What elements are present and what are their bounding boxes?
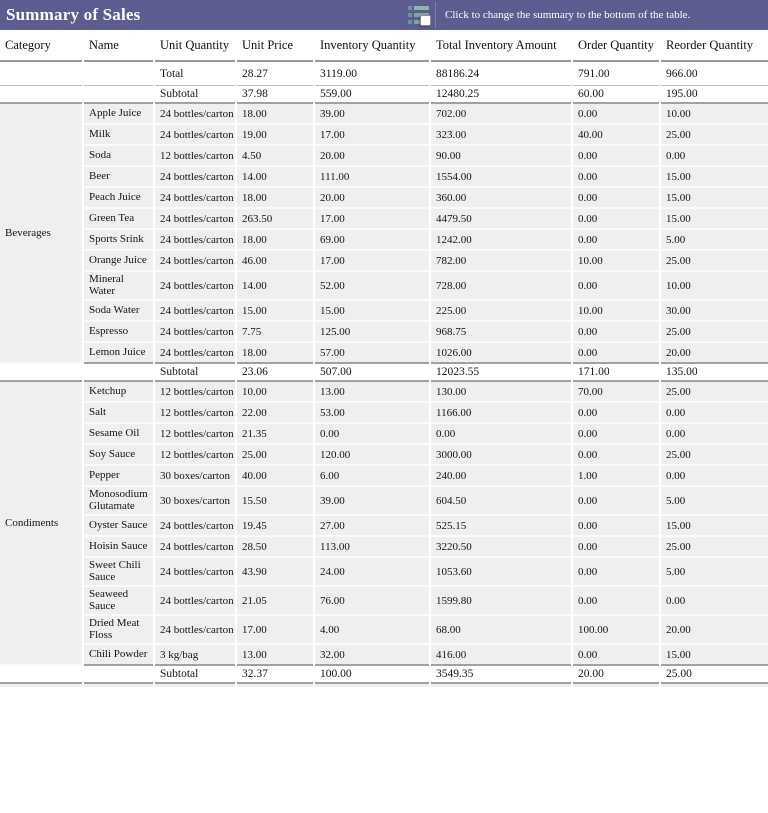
item-reorder-quantity: 0.00 (661, 146, 768, 167)
subtotal-value: 559.00 (315, 86, 429, 104)
item-reorder-quantity: 15.00 (661, 167, 768, 188)
item-unit-quantity: 24 bottles/carton (155, 104, 235, 125)
item-row (0, 209, 768, 230)
item-order-quantity: 1.00 (573, 466, 659, 487)
column-header-row (0, 30, 768, 62)
item-unit-price: 19.00 (237, 125, 313, 146)
item-row (0, 516, 768, 537)
item-row (0, 382, 768, 403)
item-inventory-quantity: 76.00 (315, 587, 429, 616)
icon-bar (414, 6, 429, 10)
item-inventory-quantity: 120.00 (315, 445, 429, 466)
item-name: Hoisin Sauce (84, 537, 153, 558)
item-name: Oyster Sauce (84, 516, 153, 537)
item-reorder-quantity: 5.00 (661, 487, 768, 516)
item-unit-price: 25.00 (237, 445, 313, 466)
item-unit-quantity: 24 bottles/carton (155, 167, 235, 188)
item-inventory-quantity: 52.00 (315, 272, 429, 301)
item-name: Milk (84, 125, 153, 146)
item-unit-quantity: 24 bottles/carton (155, 272, 235, 301)
total-value: 28.27 (237, 62, 313, 86)
partial-cell (315, 684, 429, 687)
item-unit-quantity: 24 bottles/carton (155, 322, 235, 343)
item-row (0, 188, 768, 209)
item-unit-quantity: 12 bottles/carton (155, 403, 235, 424)
empty-name-cell (84, 364, 153, 382)
title-bar (0, 0, 768, 30)
item-unit-quantity: 24 bottles/carton (155, 251, 235, 272)
item-inventory-quantity: 39.00 (315, 487, 429, 516)
item-total-inventory-amount: 728.00 (431, 272, 571, 301)
item-total-inventory-amount: 1242.00 (431, 230, 571, 251)
item-inventory-quantity: 57.00 (315, 343, 429, 364)
icon-dot (408, 20, 412, 24)
item-order-quantity: 0.00 (573, 403, 659, 424)
subtotal-value: 25.00 (661, 666, 768, 684)
item-name: Dried Meat Floss (84, 616, 153, 645)
subtotal-label: Subtotal (155, 86, 235, 104)
item-row (0, 343, 768, 364)
item-total-inventory-amount: 1554.00 (431, 167, 571, 188)
item-reorder-quantity: 15.00 (661, 645, 768, 666)
column-header-unit-quantity: Unit Quantity (155, 30, 235, 62)
item-row (0, 645, 768, 666)
subtotal-value: 12023.55 (431, 364, 571, 382)
subtotal-value: 3549.35 (431, 666, 571, 684)
item-inventory-quantity: 53.00 (315, 403, 429, 424)
item-reorder-quantity: 25.00 (661, 322, 768, 343)
subtotal-value: 32.37 (237, 666, 313, 684)
item-name: Orange Juice (84, 251, 153, 272)
item-total-inventory-amount: 323.00 (431, 125, 571, 146)
item-order-quantity: 10.00 (573, 301, 659, 322)
item-unit-quantity: 24 bottles/carton (155, 616, 235, 645)
item-total-inventory-amount: 702.00 (431, 104, 571, 125)
item-name: Espresso (84, 322, 153, 343)
item-order-quantity: 0.00 (573, 445, 659, 466)
item-name: Soda (84, 146, 153, 167)
item-unit-price: 40.00 (237, 466, 313, 487)
item-row (0, 167, 768, 188)
item-total-inventory-amount: 604.50 (431, 487, 571, 516)
partial-cell (0, 684, 82, 687)
item-row (0, 125, 768, 146)
item-reorder-quantity: 0.00 (661, 424, 768, 445)
item-unit-price: 14.00 (237, 272, 313, 301)
subtotal-value: 37.98 (237, 86, 313, 104)
column-header-order-quantity: Order Quantity (573, 30, 659, 62)
item-reorder-quantity: 15.00 (661, 516, 768, 537)
item-order-quantity: 0.00 (573, 587, 659, 616)
item-unit-quantity: 30 boxes/carton (155, 487, 235, 516)
item-inventory-quantity: 32.00 (315, 645, 429, 666)
item-inventory-quantity: 24.00 (315, 558, 429, 587)
item-unit-price: 15.00 (237, 301, 313, 322)
item-inventory-quantity: 0.00 (315, 424, 429, 445)
item-unit-price: 13.00 (237, 645, 313, 666)
item-name: Sports Srink (84, 230, 153, 251)
empty-name-cell (84, 666, 153, 684)
item-row (0, 104, 768, 125)
item-row (0, 146, 768, 167)
item-order-quantity: 10.00 (573, 251, 659, 272)
item-inventory-quantity: 113.00 (315, 537, 429, 558)
subtotal-label: Subtotal (155, 364, 235, 382)
item-reorder-quantity: 25.00 (661, 251, 768, 272)
item-inventory-quantity: 20.00 (315, 146, 429, 167)
item-inventory-quantity: 6.00 (315, 466, 429, 487)
item-unit-price: 46.00 (237, 251, 313, 272)
total-value: 791.00 (573, 62, 659, 86)
item-unit-price: 22.00 (237, 403, 313, 424)
item-order-quantity: 0.00 (573, 558, 659, 587)
column-header-reorder-quantity: Reorder Quantity (661, 30, 768, 62)
subtotal-value: 60.00 (573, 86, 659, 104)
item-name: Peach Juice (84, 188, 153, 209)
column-header-unit-price: Unit Price (237, 30, 313, 62)
item-unit-quantity: 24 bottles/carton (155, 537, 235, 558)
item-reorder-quantity: 30.00 (661, 301, 768, 322)
item-name: Mineral Water (84, 272, 153, 301)
item-inventory-quantity: 17.00 (315, 209, 429, 230)
item-reorder-quantity: 25.00 (661, 445, 768, 466)
item-total-inventory-amount: 4479.50 (431, 209, 571, 230)
partial-cell (573, 684, 659, 687)
item-name: Monosodium Glutamate (84, 487, 153, 516)
item-unit-quantity: 24 bottles/carton (155, 125, 235, 146)
item-row (0, 322, 768, 343)
summary-position-note: Click to change the summary to the bottom of the table. (445, 9, 691, 21)
item-name: Ketchup (84, 382, 153, 403)
item-unit-price: 28.50 (237, 537, 313, 558)
page-title: Summary of Sales (6, 5, 141, 24)
subtotal-value: 20.00 (573, 666, 659, 684)
item-name: Soy Sauce (84, 445, 153, 466)
item-unit-price: 10.00 (237, 382, 313, 403)
item-order-quantity: 0.00 (573, 230, 659, 251)
empty-category-cell (0, 364, 82, 382)
item-order-quantity: 0.00 (573, 343, 659, 364)
item-reorder-quantity: 25.00 (661, 382, 768, 403)
item-total-inventory-amount: 782.00 (431, 251, 571, 272)
item-total-inventory-amount: 240.00 (431, 466, 571, 487)
item-reorder-quantity: 10.00 (661, 104, 768, 125)
item-inventory-quantity: 17.00 (315, 251, 429, 272)
item-unit-quantity: 24 bottles/carton (155, 587, 235, 616)
total-value: 3119.00 (315, 62, 429, 86)
item-unit-price: 21.35 (237, 424, 313, 445)
item-reorder-quantity: 0.00 (661, 587, 768, 616)
item-order-quantity: 0.00 (573, 645, 659, 666)
icon-dot (408, 13, 412, 17)
item-unit-quantity: 24 bottles/carton (155, 558, 235, 587)
item-unit-quantity: 12 bottles/carton (155, 424, 235, 445)
item-inventory-quantity: 17.00 (315, 125, 429, 146)
item-total-inventory-amount: 416.00 (431, 645, 571, 666)
item-order-quantity: 0.00 (573, 272, 659, 301)
column-header-category: Category (0, 30, 82, 62)
item-row (0, 487, 768, 516)
total-label: Total (155, 62, 235, 86)
item-unit-quantity: 24 bottles/carton (155, 230, 235, 251)
summary-position-control[interactable] (406, 0, 690, 30)
item-total-inventory-amount: 130.00 (431, 382, 571, 403)
item-inventory-quantity: 125.00 (315, 322, 429, 343)
item-name: Chili Powder (84, 645, 153, 666)
item-order-quantity: 0.00 (573, 188, 659, 209)
item-unit-quantity: 12 bottles/carton (155, 382, 235, 403)
item-name: Seaweed Sauce (84, 587, 153, 616)
subtotal-value: 23.06 (237, 364, 313, 382)
item-total-inventory-amount: 1026.00 (431, 343, 571, 364)
item-unit-quantity: 12 bottles/carton (155, 146, 235, 167)
item-total-inventory-amount: 90.00 (431, 146, 571, 167)
item-total-inventory-amount: 3000.00 (431, 445, 571, 466)
item-unit-price: 21.05 (237, 587, 313, 616)
partial-cell (84, 684, 153, 687)
subtotal-row (0, 86, 768, 104)
item-row (0, 445, 768, 466)
report-table (0, 30, 768, 687)
item-unit-price: 18.00 (237, 188, 313, 209)
item-inventory-quantity: 39.00 (315, 104, 429, 125)
header-divider (435, 2, 436, 28)
partial-next-row (0, 684, 768, 687)
item-name: Lemon Juice (84, 343, 153, 364)
item-reorder-quantity: 25.00 (661, 537, 768, 558)
item-name: Apple Juice (84, 104, 153, 125)
item-name: Pepper (84, 466, 153, 487)
item-row (0, 301, 768, 322)
item-order-quantity: 70.00 (573, 382, 659, 403)
subtotal-row (0, 666, 768, 684)
item-reorder-quantity: 15.00 (661, 188, 768, 209)
item-order-quantity: 0.00 (573, 537, 659, 558)
item-reorder-quantity: 0.00 (661, 403, 768, 424)
item-name: Soda Water (84, 301, 153, 322)
item-unit-price: 43.90 (237, 558, 313, 587)
item-unit-quantity: 30 boxes/carton (155, 466, 235, 487)
item-name: Green Tea (84, 209, 153, 230)
subtotal-label: Subtotal (155, 666, 235, 684)
item-row (0, 424, 768, 445)
partial-cell (155, 684, 235, 687)
item-reorder-quantity: 20.00 (661, 616, 768, 645)
item-unit-price: 263.50 (237, 209, 313, 230)
subtotal-value: 100.00 (315, 666, 429, 684)
total-row (0, 62, 768, 86)
item-order-quantity: 40.00 (573, 125, 659, 146)
item-inventory-quantity: 69.00 (315, 230, 429, 251)
item-reorder-quantity: 25.00 (661, 125, 768, 146)
item-name: Beer (84, 167, 153, 188)
item-inventory-quantity: 15.00 (315, 301, 429, 322)
item-row (0, 616, 768, 645)
item-inventory-quantity: 13.00 (315, 382, 429, 403)
item-order-quantity: 0.00 (573, 487, 659, 516)
item-total-inventory-amount: 68.00 (431, 616, 571, 645)
item-order-quantity: 0.00 (573, 167, 659, 188)
item-reorder-quantity: 15.00 (661, 209, 768, 230)
item-row (0, 558, 768, 587)
item-reorder-quantity: 10.00 (661, 272, 768, 301)
item-row (0, 537, 768, 558)
category-cell: Beverages (0, 104, 82, 364)
item-total-inventory-amount: 225.00 (431, 301, 571, 322)
item-total-inventory-amount: 3220.50 (431, 537, 571, 558)
item-total-inventory-amount: 0.00 (431, 424, 571, 445)
item-row (0, 230, 768, 251)
empty-category-cell (0, 62, 82, 86)
cursor-icon (420, 15, 431, 26)
partial-cell (661, 684, 768, 687)
partial-cell (431, 684, 571, 687)
item-order-quantity: 0.00 (573, 516, 659, 537)
item-name: Sesame Oil (84, 424, 153, 445)
item-unit-quantity: 24 bottles/carton (155, 516, 235, 537)
item-row (0, 251, 768, 272)
item-total-inventory-amount: 525.15 (431, 516, 571, 537)
subtotal-value: 507.00 (315, 364, 429, 382)
summary-position-icon[interactable] (406, 3, 432, 27)
item-unit-price: 19.45 (237, 516, 313, 537)
empty-category-cell (0, 666, 82, 684)
column-header-inventory-quantity: Inventory Quantity (315, 30, 429, 62)
empty-name-cell (84, 86, 153, 104)
subtotal-value: 195.00 (661, 86, 768, 104)
item-order-quantity: 0.00 (573, 209, 659, 230)
item-unit-quantity: 3 kg/bag (155, 645, 235, 666)
subtotal-row (0, 364, 768, 382)
item-order-quantity: 100.00 (573, 616, 659, 645)
category-cell: Condiments (0, 382, 82, 666)
item-unit-price: 18.00 (237, 104, 313, 125)
item-reorder-quantity: 20.00 (661, 343, 768, 364)
table-body (0, 62, 768, 687)
item-unit-price: 4.50 (237, 146, 313, 167)
item-inventory-quantity: 111.00 (315, 167, 429, 188)
item-total-inventory-amount: 1053.60 (431, 558, 571, 587)
item-row (0, 272, 768, 301)
column-header-name: Name (84, 30, 153, 62)
subtotal-value: 171.00 (573, 364, 659, 382)
item-unit-quantity: 12 bottles/carton (155, 445, 235, 466)
item-unit-quantity: 24 bottles/carton (155, 343, 235, 364)
item-reorder-quantity: 0.00 (661, 466, 768, 487)
item-unit-quantity: 24 bottles/carton (155, 188, 235, 209)
item-name: Salt (84, 403, 153, 424)
item-unit-price: 15.50 (237, 487, 313, 516)
item-unit-price: 7.75 (237, 322, 313, 343)
empty-name-cell (84, 62, 153, 86)
total-value: 966.00 (661, 62, 768, 86)
item-inventory-quantity: 27.00 (315, 516, 429, 537)
item-reorder-quantity: 5.00 (661, 230, 768, 251)
subtotal-value: 12480.25 (431, 86, 571, 104)
item-reorder-quantity: 5.00 (661, 558, 768, 587)
report-table-wrap (0, 30, 768, 687)
item-order-quantity: 0.00 (573, 322, 659, 343)
item-row (0, 587, 768, 616)
item-unit-price: 17.00 (237, 616, 313, 645)
item-unit-price: 14.00 (237, 167, 313, 188)
item-total-inventory-amount: 1599.80 (431, 587, 571, 616)
item-inventory-quantity: 4.00 (315, 616, 429, 645)
total-value: 88186.24 (431, 62, 571, 86)
subtotal-value: 135.00 (661, 364, 768, 382)
icon-dot (408, 6, 412, 10)
item-unit-quantity: 24 bottles/carton (155, 301, 235, 322)
column-header-total-inventory-amount: Total Inventory Amount (431, 30, 571, 62)
item-order-quantity: 0.00 (573, 104, 659, 125)
item-order-quantity: 0.00 (573, 146, 659, 167)
item-total-inventory-amount: 360.00 (431, 188, 571, 209)
item-name: Sweet Chili Sauce (84, 558, 153, 587)
item-unit-quantity: 24 bottles/carton (155, 209, 235, 230)
item-total-inventory-amount: 968.75 (431, 322, 571, 343)
item-row (0, 403, 768, 424)
item-unit-price: 18.00 (237, 230, 313, 251)
item-row (0, 466, 768, 487)
item-order-quantity: 0.00 (573, 424, 659, 445)
item-total-inventory-amount: 1166.00 (431, 403, 571, 424)
item-inventory-quantity: 20.00 (315, 188, 429, 209)
empty-category-cell (0, 86, 82, 104)
item-unit-price: 18.00 (237, 343, 313, 364)
partial-cell (237, 684, 313, 687)
